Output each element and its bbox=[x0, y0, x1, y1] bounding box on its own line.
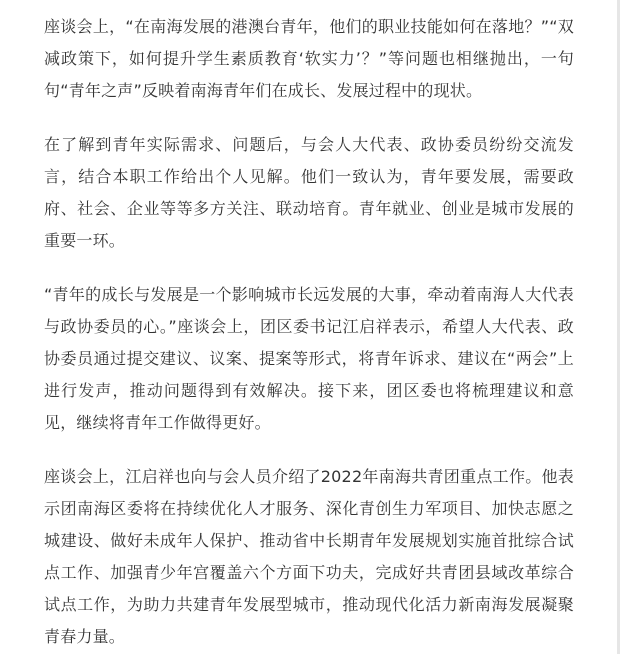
paragraph-2: 在了解到青年实际需求、问题后，与会人大代表、政协委员纷纷交流发言，结合本职工作给出个人见解。他们一致认为，青年要发展，需要政府、社会、企业等等多方关注、联动培育。青年就业、创业是城市发展的重要一环。 bbox=[44, 135, 574, 250]
paragraph-1: 座谈会上，“在南海发展的港澳台青年，他们的职业技能如何在落地？”“双减政策下，如何提升学生素质教育‘软实力’？”等问题也相继抛出，一句句“青年之声”反映着南海青年们在成长、发展过程中的现状。 bbox=[44, 17, 574, 100]
article-body bbox=[44, 11, 574, 653]
paragraph-4: 座谈会上，江启祥也向与会人员介绍了2022年南海共青团重点工作。他表示团南海区委将在持续优化人才服务、深化青创生力军项目、加快志愿之城建设、做好未成年人保护、推动省中长期青年发展规划实施首批综合试点工作、加强青少年宫覆盖六个方面下功夫，完成好共青团县域改革综合试点工作，为助力共建青年发展型城市，推动现代化活力新南海发展凝聚青春力量。 bbox=[44, 467, 574, 646]
paragraph-3: “青年的成长与发展是一个影响城市长远发展的大事，牵动着南海人大代表与政协委员的心。”座谈会上，团区委书记江启祥表示，希望人大代表、政协委员通过提交建议、议案、提案等形式，将青年诉求、建议在“两会”上进行发声，推动问题得到有效解决。接下来，团区委也将梳理建议和意见，继续将青年工作做得更好。 bbox=[44, 285, 574, 432]
